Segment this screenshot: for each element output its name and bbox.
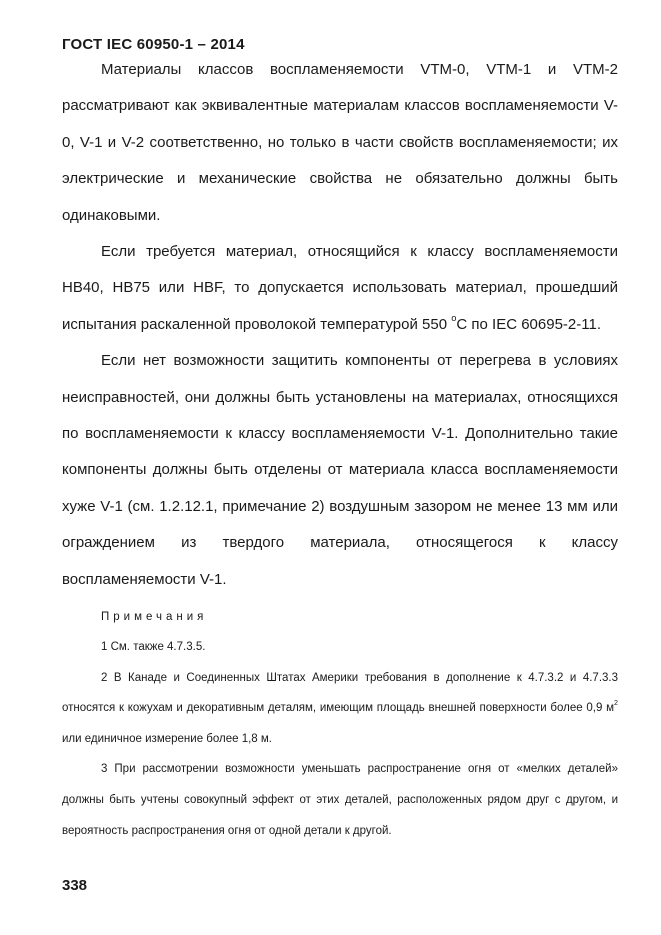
page-number: 338	[62, 877, 88, 894]
square-metre-superscript: 2	[614, 699, 618, 708]
glow-wire-text-after: C по IEC 60695-2-11.	[456, 315, 601, 333]
note-1: 1 См. также 4.7.3.5.	[101, 641, 206, 654]
glow-wire-text-before: Если требуется материал, относящийся к классу воспламеняемости HB40, HB75 или HBF, то допускается использовать материал, прошедший испытания раскаленной проволокой температурой 550	[62, 243, 618, 333]
degree-superscript: o	[451, 313, 457, 324]
paragraph-glow-wire-test	[62, 234, 618, 343]
paragraph-flammability-equivalence: Материалы классов воспламеняемости VTM-0, VTM-1 и VTM-2 рассматривают как эквивалентные материалам классов воспламеняемости V-0, V-1 и V-2 соответственно, но только в части свойств воспламеняемости; их электрические и механические свойства не обязательно должны быть одинаковыми.	[62, 61, 618, 224]
note-3: 3 При рассмотрении возможности уменьшать распространение огня от «мелких деталей» должны быть учтены совокупный эффект от этих деталей, расположенных рядом друг с другом, и вероятность распространения огня от одной детали к другой.	[62, 763, 618, 837]
notes-heading: Примечания	[101, 611, 208, 624]
paragraph-component-protection: Если нет возможности защитить компоненты от перегрева в условиях неисправностей, они должны быть установлены на материалах, относящихся по воспламеняемости к классу воспламеняемости V-1. Дополнительно такие компоненты должны быть отделены от материала класса воспламеняемости хуже V-1 (см. 1.2.12.1, примечание 2) воздушным зазором не менее 13 мм или ограждением из твердого материала, относящегося к классу воспламеняемости V-1.	[62, 352, 618, 588]
note-2-text-after: или единичное измерение более 1,8 м.	[62, 732, 272, 745]
note-2-text-before: 2 В Канаде и Соединенных Штатах Америки требования в дополнение к 4.7.3.2 и 4.7.3.3 относятся к кожухам и декоративным деталям, имеющим площадь внешней поверхности более 0,9 м	[62, 671, 618, 715]
standard-header: ГОСТ IEC 60950-1 – 2014	[62, 36, 245, 53]
page-content	[62, 52, 618, 846]
note-2	[62, 663, 618, 755]
notes-section	[62, 602, 618, 846]
